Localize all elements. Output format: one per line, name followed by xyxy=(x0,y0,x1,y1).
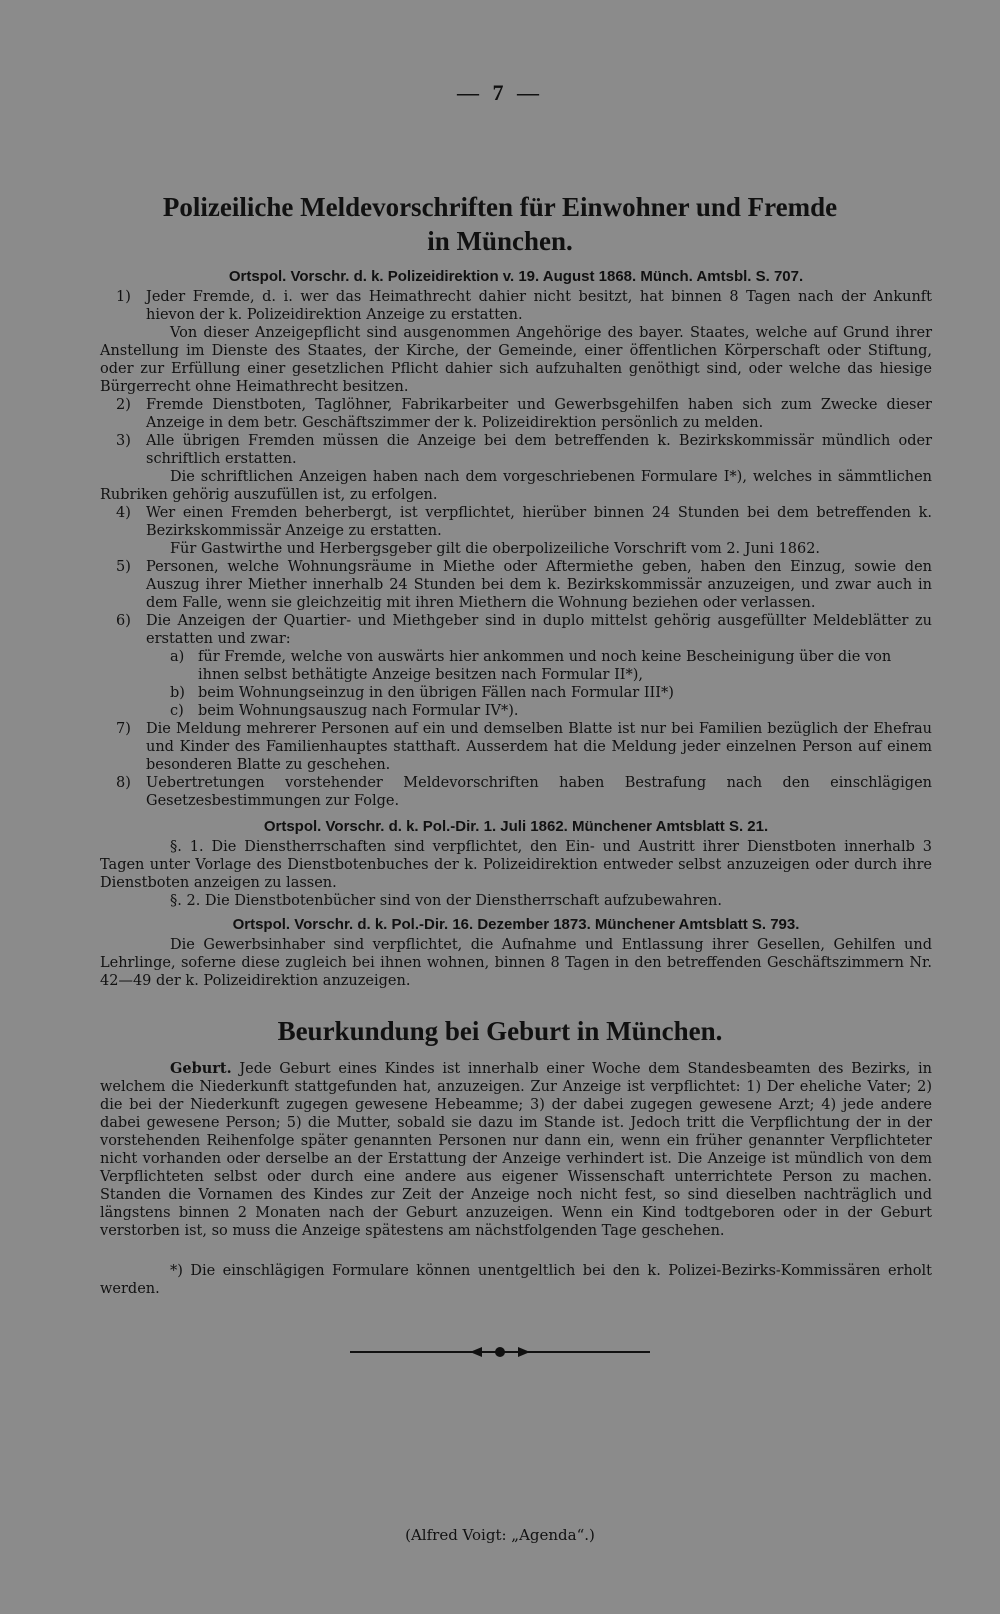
item-text: Wer einen Fremden beherbergt, ist verpflichtet, hierüber binnen 24 Stunden bei dem betreffenden k. Bezirkskommissär Anzeige zu erstatten. xyxy=(146,505,932,539)
item-number: 4) xyxy=(116,505,131,521)
page-title xyxy=(0,190,1000,258)
item-text: Jeder Fremde, d. i. wer das Heimathrecht dahier nicht besitzt, hat binnen 8 Tagen nach der Ankunft hievon der k. Polizeidirektion Anzeige zu erstatten. xyxy=(146,289,932,323)
title-line-1: Polizeiliche Meldevorschriften für Einwohner und Fremde xyxy=(162,192,838,222)
paragraph xyxy=(100,1060,932,1240)
source-reference: Ortspol. Vorschr. d. k. Pol.-Dir. 1. Juli 1862. Münchener Amtsblatt S. 21. xyxy=(263,818,769,835)
item-text: Personen, welche Wohnungsräume in Miethe oder Aftermiethe geben, haben den Einzug, sowie den Auszug ihrer Miether innerhalb 24 Stunden bei dem k. Bezirkskommissär anzuzeigen, und zwar auch in dem Falle, wenn sie gleichzeitig mit ihren Miethern die Wohnung beziehen oder verlassen. xyxy=(146,559,932,611)
paragraph: §. 1. Die Dienstherrschaften sind verpflichtet, den Ein- und Austritt ihrer Dienstboten innerhalb 3 Tagen unter Vorlage des Dienstbotenbuches der k. Polizeidirektion entweder selbst anzuzeigen oder durch ihre Dienstboten anzeigen zu lassen. xyxy=(100,839,932,891)
sub-item-letter: b) xyxy=(170,685,185,701)
sub-item-letter: c) xyxy=(170,703,184,719)
item-text: Die Meldung mehrerer Personen auf ein und demselben Blatte ist nur bei Familien bezüglich der Ehefrau und Kinder des Familienhauptes statthaft. Ausserdem hat die Meldung jeder einzelnen Person auf einem besonderen Blatte zu geschehen. xyxy=(146,721,932,773)
sub-item-text: beim Wohnungsauszug nach Formular IV*). xyxy=(198,703,519,719)
title-line-2: in München. xyxy=(427,226,573,256)
list-item xyxy=(100,504,932,540)
list-item xyxy=(100,288,932,324)
sub-item-text: beim Wohnungseinzug in den übrigen Fällen nach Formular III*) xyxy=(198,685,674,701)
sub-item xyxy=(100,702,932,720)
paragraph-lead: Geburt. xyxy=(170,1060,232,1077)
item-number: 1) xyxy=(116,289,131,305)
item-number: 3) xyxy=(116,433,131,449)
list-item xyxy=(100,558,932,612)
sub-item xyxy=(100,684,932,702)
list-item xyxy=(100,720,932,774)
paragraph: Die schriftlichen Anzeigen haben nach dem vorgeschriebenen Formulare I*), welches in sämmtlichen Rubriken gehörig auszufüllen ist, zu erfolgen. xyxy=(100,469,932,503)
paragraph: §. 2. Die Dienstbotenbücher sind von der Dienstherrschaft aufzubewahren. xyxy=(170,893,722,909)
ornament-divider xyxy=(350,1344,650,1360)
footnote: *) Die einschlägigen Formulare können unentgeltlich bei den k. Polizei-Bezirks-Kommissären erholt werden. xyxy=(100,1263,932,1297)
sub-item-letter: a) xyxy=(170,649,185,665)
paragraph: Für Gastwirthe und Herbergsgeber gilt die oberpolizeiliche Vorschrift vom 2. Juni 1862. xyxy=(170,541,821,557)
item-number: 7) xyxy=(116,721,131,737)
paragraph-text: Jede Geburt eines Kindes ist innerhalb einer Woche dem Standesbeamten des Bezirks, in welchem die Niederkunft stattgefunden hat, anzuzeigen. Zur Anzeige ist verpflichtet: 1) Der eheliche Vater; 2) die bei der Niederkunft zugegen gewesene Hebeamme; 3) der dabei zugegen gewesene Arzt; 4) jede andere dabei gewesene Person; 5) die Mutter, sobald sie dazu im Stande ist. Jedoch tritt die Verpflichtung der in der vorstehenden Reihenfolge später genannten Personen nur dann ein, wenn ein früher genannter Verpflichteter nicht vorhanden oder derselbe an der Erstattung der Anzeige verhindert ist. Die Anzeige ist mündlich von dem Verpflichteten selbst oder durch eine andere aus eigener Wissenschaft unterrichtete Person zu machen. Standen die Vornamen des Kindes zur Zeit der Anzeige noch nicht fest, so sind dieselben nachträglich und längstens binnen 2 Monaten nach der Geburt anzuzeigen. Wenn ein Kind todtgeboren oder in der Geburt verstorben ist, so muss die Anzeige spätestens am nächstfolgenden Tage geschehen. xyxy=(100,1061,932,1239)
item-number: 2) xyxy=(116,397,131,413)
list-item xyxy=(100,774,932,810)
list-item xyxy=(100,612,932,648)
item-text: Die Anzeigen der Quartier- und Miethgeber sind in duplo mittelst gehörig ausgefüllter Meldeblätter zu erstatten und zwar: xyxy=(146,613,932,647)
item-number: 6) xyxy=(116,613,131,629)
section-title: Beurkundung bei Geburt in München. xyxy=(277,1016,723,1046)
sub-item-text: für Fremde, welche von auswärts hier ankommen und noch keine Bescheinigung über die von ihnen selbst bethätigte Anzeige besitzen nach Formular II*), xyxy=(198,649,892,683)
item-number: 8) xyxy=(116,775,131,791)
paragraph: Von dieser Anzeigepflicht sind ausgenommen Angehörige des bayer. Staates, welche auf Grund ihrer Anstellung im Dienste des Staates, der Kirche, der Gemeinde, einer öffentlichen Körperschaft oder Stiftung, oder zur Erfüllung einer gesetzlichen Pflicht dahier sich aufzuhalten genöthigt sind, oder welche das hiesige Bürgerrecht ohne Heimathrecht besitzen. xyxy=(100,325,932,395)
source-reference: Ortspol. Vorschr. d. k. Pol.-Dir. 16. Dezember 1873. Münchener Amtsblatt S. 793. xyxy=(232,916,800,933)
section-geburt xyxy=(100,1060,932,1298)
list-item xyxy=(100,432,932,468)
list-item xyxy=(100,396,932,432)
credit-line: (Alfred Voigt: „Agenda“.) xyxy=(405,1526,595,1544)
item-text: Uebertretungen vorstehender Meldevorschriften haben Bestrafung nach den einschlägigen Gesetzesbestimmungen zur Folge. xyxy=(146,775,932,809)
paragraph: Die Gewerbsinhaber sind verpflichtet, die Aufnahme und Entlassung ihrer Gesellen, Gehilfen und Lehrlinge, soferne diese zugleich bei ihnen wohnen, binnen 8 Tagen in den betreffenden Geschäftszimmern Nr. 42—49 der k. Polizeidirektion anzuzeigen. xyxy=(100,937,932,989)
sub-item xyxy=(100,648,932,684)
section-meldevorschriften xyxy=(100,264,932,990)
item-number: 5) xyxy=(116,559,131,575)
page-number: — 7 — xyxy=(457,80,543,105)
source-reference: Ortspol. Vorschr. d. k. Polizeidirektion v. 19. August 1868. Münch. Amtsbl. S. 707. xyxy=(228,268,804,285)
item-text: Fremde Dienstboten, Taglöhner, Fabrikarbeiter und Gewerbsgehilfen haben sich zum Zwecke dieser Anzeige in dem betr. Geschäftszimmer der k. Polizeidirektion persönlich zu melden. xyxy=(146,397,932,431)
item-text: Alle übrigen Fremden müssen die Anzeige bei dem betreffenden k. Bezirkskommissär mündlich oder schriftlich erstatten. xyxy=(146,433,932,467)
